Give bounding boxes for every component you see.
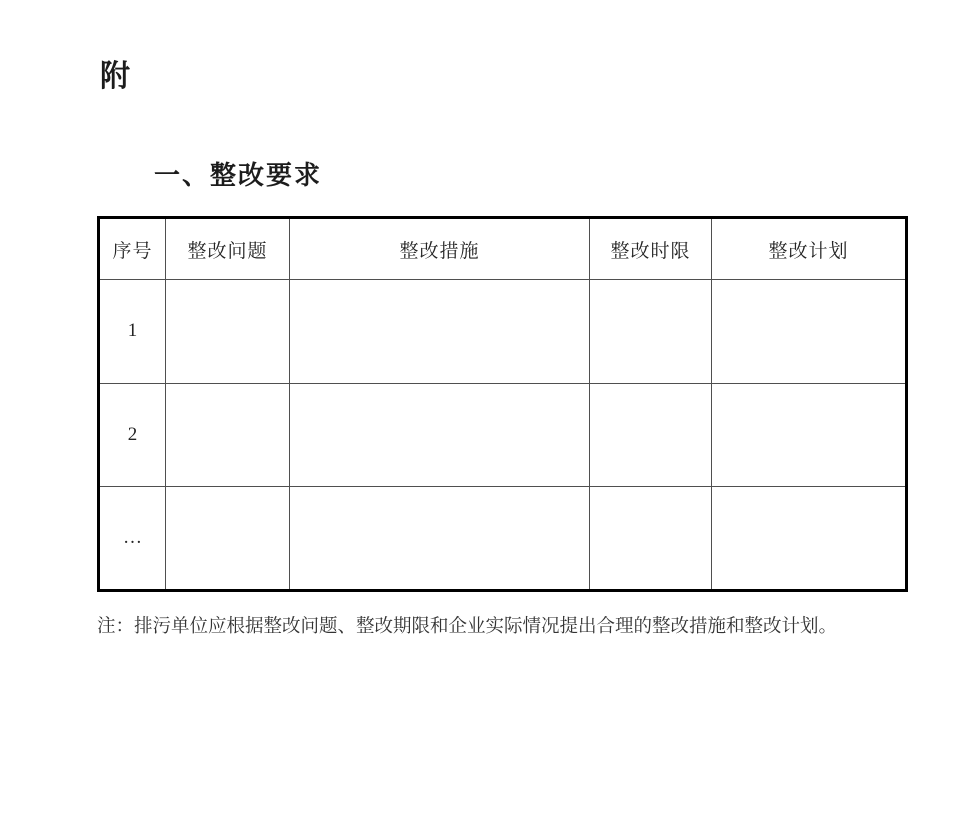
table-row — [99, 487, 907, 591]
measures-cell — [290, 487, 590, 591]
header-cell-measures: 整改措施 — [290, 218, 590, 280]
footnote: 注：排污单位应根据整改问题、整改期限和企业实际情况提出合理的整改措施和整改计划。 — [97, 617, 838, 637]
row-number-cell: 2 — [99, 383, 166, 487]
rectification-table-body — [99, 280, 907, 591]
header-cell-plan: 整改计划 — [712, 218, 907, 280]
problem-cell — [166, 487, 290, 591]
deadline-cell — [590, 487, 712, 591]
section-title: 一、整改要求 — [154, 160, 323, 190]
plan-cell — [712, 383, 907, 487]
deadline-cell — [590, 280, 712, 384]
plan-cell — [712, 487, 907, 591]
header-cell-deadline: 整改时限 — [590, 218, 712, 280]
problem-cell — [166, 280, 290, 384]
row-number-cell: … — [99, 487, 166, 591]
row-number-cell: 1 — [99, 280, 166, 384]
measures-cell — [290, 280, 590, 384]
rectification-table-header — [99, 218, 907, 280]
rectification-table — [97, 216, 908, 592]
table-row — [99, 280, 907, 384]
table-row — [99, 383, 907, 487]
plan-cell — [712, 280, 907, 384]
measures-cell — [290, 383, 590, 487]
attachment-label: 附 — [100, 60, 131, 93]
header-cell-serial-number: 序号 — [99, 218, 166, 280]
header-row — [99, 218, 907, 280]
problem-cell — [166, 383, 290, 487]
header-cell-problem: 整改问题 — [166, 218, 290, 280]
deadline-cell — [590, 383, 712, 487]
